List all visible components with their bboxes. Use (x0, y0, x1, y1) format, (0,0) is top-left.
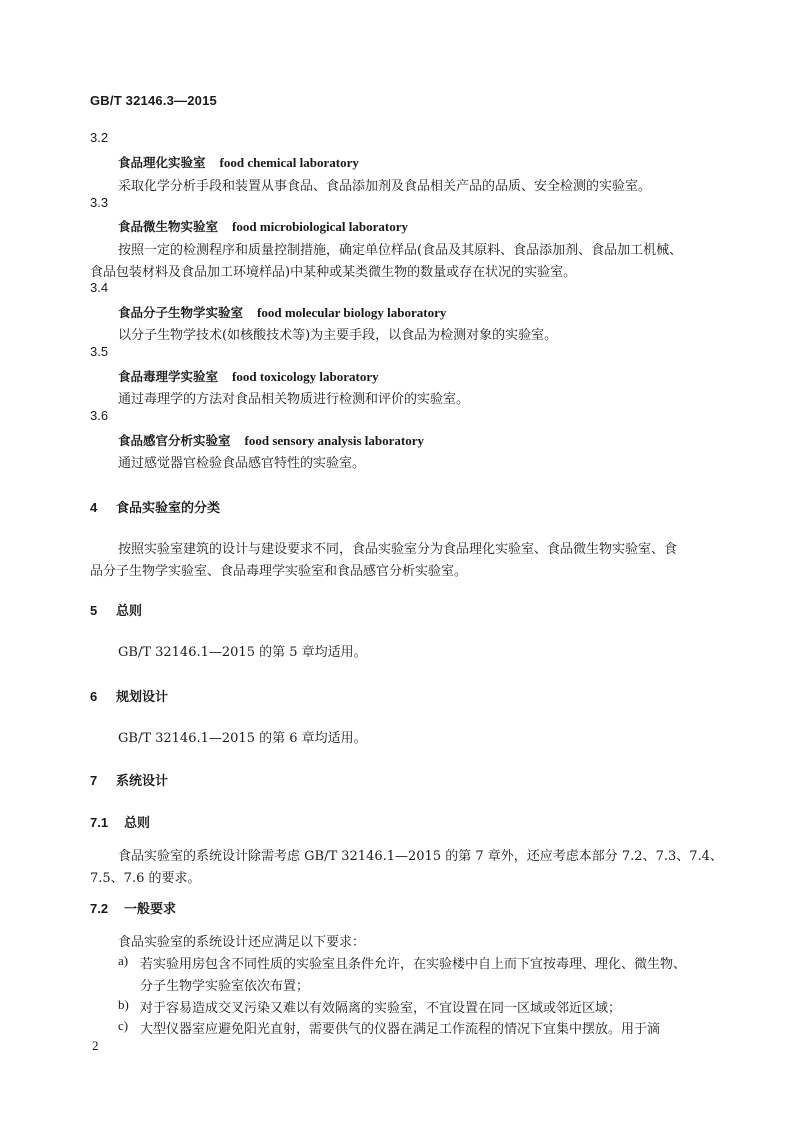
subsection-title: 一般要求 (124, 902, 177, 917)
term-number: 3.3 (90, 195, 109, 210)
section-number: 5 (90, 603, 98, 618)
list-item-text: 若实验用房包含不同性质的实验室且条件允许，在实验楼中自上而下宜按毒理、理化、微生物、 (140, 957, 687, 972)
list-item-text-cont: 分子生物学实验室依次布置； (140, 979, 310, 994)
term-number: 3.6 (90, 408, 109, 423)
list-item-text: 大型仪器室应避免阳光直射，需要供气的仪器在满足工作流程的情况下宜集中摆放。用于滴 (140, 1022, 661, 1037)
paragraph-cont: 品分子生物学实验室、食品毒理学实验室和食品感官分析实验室。 (90, 564, 468, 579)
term-definition-cont: 食品包装材料及食品加工环境样品)中某种或某类微生物的数量或存在状况的实验室。 (90, 265, 577, 280)
section-heading (90, 600, 142, 619)
term-title-en: food molecular biology laboratory (257, 305, 447, 320)
paragraph-cont: 7.5、7.6 的要求。 (90, 871, 201, 886)
paragraph: 按照实验室建筑的设计与建设要求不同，食品实验室分为食品理化实验室、食品微生物实验室、食 (118, 542, 678, 557)
list-marker: b) (118, 997, 129, 1012)
term-title-en: food toxicology laboratory (232, 369, 379, 384)
section-title: 总则 (116, 604, 143, 619)
term-title (118, 217, 408, 235)
section-title: 系统设计 (116, 774, 169, 789)
term-number: 3.4 (90, 280, 109, 295)
term-title-zh: 食品感官分析实验室 (118, 433, 231, 448)
term-number: 3.2 (90, 130, 109, 145)
section-heading (90, 497, 220, 516)
term-title-zh: 食品毒理学实验室 (118, 369, 219, 384)
term-title-zh: 食品微生物实验室 (118, 219, 219, 234)
paragraph: 食品实验室的系统设计除需考虑 GB/T 32146.1—2015 的第 7 章外，还应考虑本部分 7.2、7.3、7.4、 (118, 849, 723, 864)
section-title: 规划设计 (116, 690, 169, 705)
list-item-text: 对于容易造成交叉污染又难以有效隔离的实验室，不宜设置在同一区域或邻近区域； (140, 1001, 622, 1016)
term-definition: 以分子生物学技术(如核酸技术等)为主要手段，以食品为检测对象的实验室。 (118, 328, 558, 343)
subsection-title: 总则 (124, 816, 151, 831)
page-number: 2 (92, 1038, 99, 1053)
term-title-en: food chemical laboratory (219, 155, 359, 170)
subsection-number: 7.2 (90, 901, 109, 916)
section-heading (90, 770, 168, 789)
term-definition: 采取化学分析手段和装置从事食品、食品添加剂及食品相关产品的品质、安全检测的实验室。 (118, 179, 652, 194)
term-title-zh: 食品理化实验室 (118, 155, 206, 170)
paragraph: GB/T 32146.1—2015 的第 6 章均适用。 (118, 731, 367, 746)
paragraph: 食品实验室的系统设计还应满足以下要求： (118, 935, 366, 950)
subsection-number: 7.1 (90, 815, 109, 830)
standard-code-header: GB/T 32146.3—2015 (90, 93, 217, 108)
section-number: 7 (90, 773, 98, 788)
list-marker: c) (118, 1018, 129, 1033)
paragraph: GB/T 32146.1—2015 的第 5 章均适用。 (118, 645, 367, 660)
section-title: 食品实验室的分类 (116, 501, 221, 516)
term-definition: 通过毒理学的方法对食品相关物质进行检测和评价的实验室。 (118, 392, 470, 407)
section-number: 6 (90, 689, 98, 704)
term-title-zh: 食品分子生物学实验室 (118, 305, 244, 320)
term-number: 3.5 (90, 344, 109, 359)
subsection-heading (90, 898, 176, 917)
term-title-en: food microbiological laboratory (232, 219, 408, 234)
section-number: 4 (90, 500, 98, 515)
term-title (118, 303, 446, 321)
subsection-heading (90, 812, 150, 831)
term-definition: 按照一定的检测程序和质量控制措施，确定单位样品(食品及其原料、食品添加剂、食品加工机械、 (118, 243, 683, 258)
list-marker: a) (118, 953, 129, 968)
term-title (118, 431, 424, 449)
term-title (118, 153, 359, 171)
term-title-en: food sensory analysis laboratory (244, 433, 424, 448)
term-definition: 通过感觉器官检验食品感官特性的实验室。 (118, 456, 366, 471)
term-title (118, 367, 379, 385)
section-heading (90, 686, 168, 705)
